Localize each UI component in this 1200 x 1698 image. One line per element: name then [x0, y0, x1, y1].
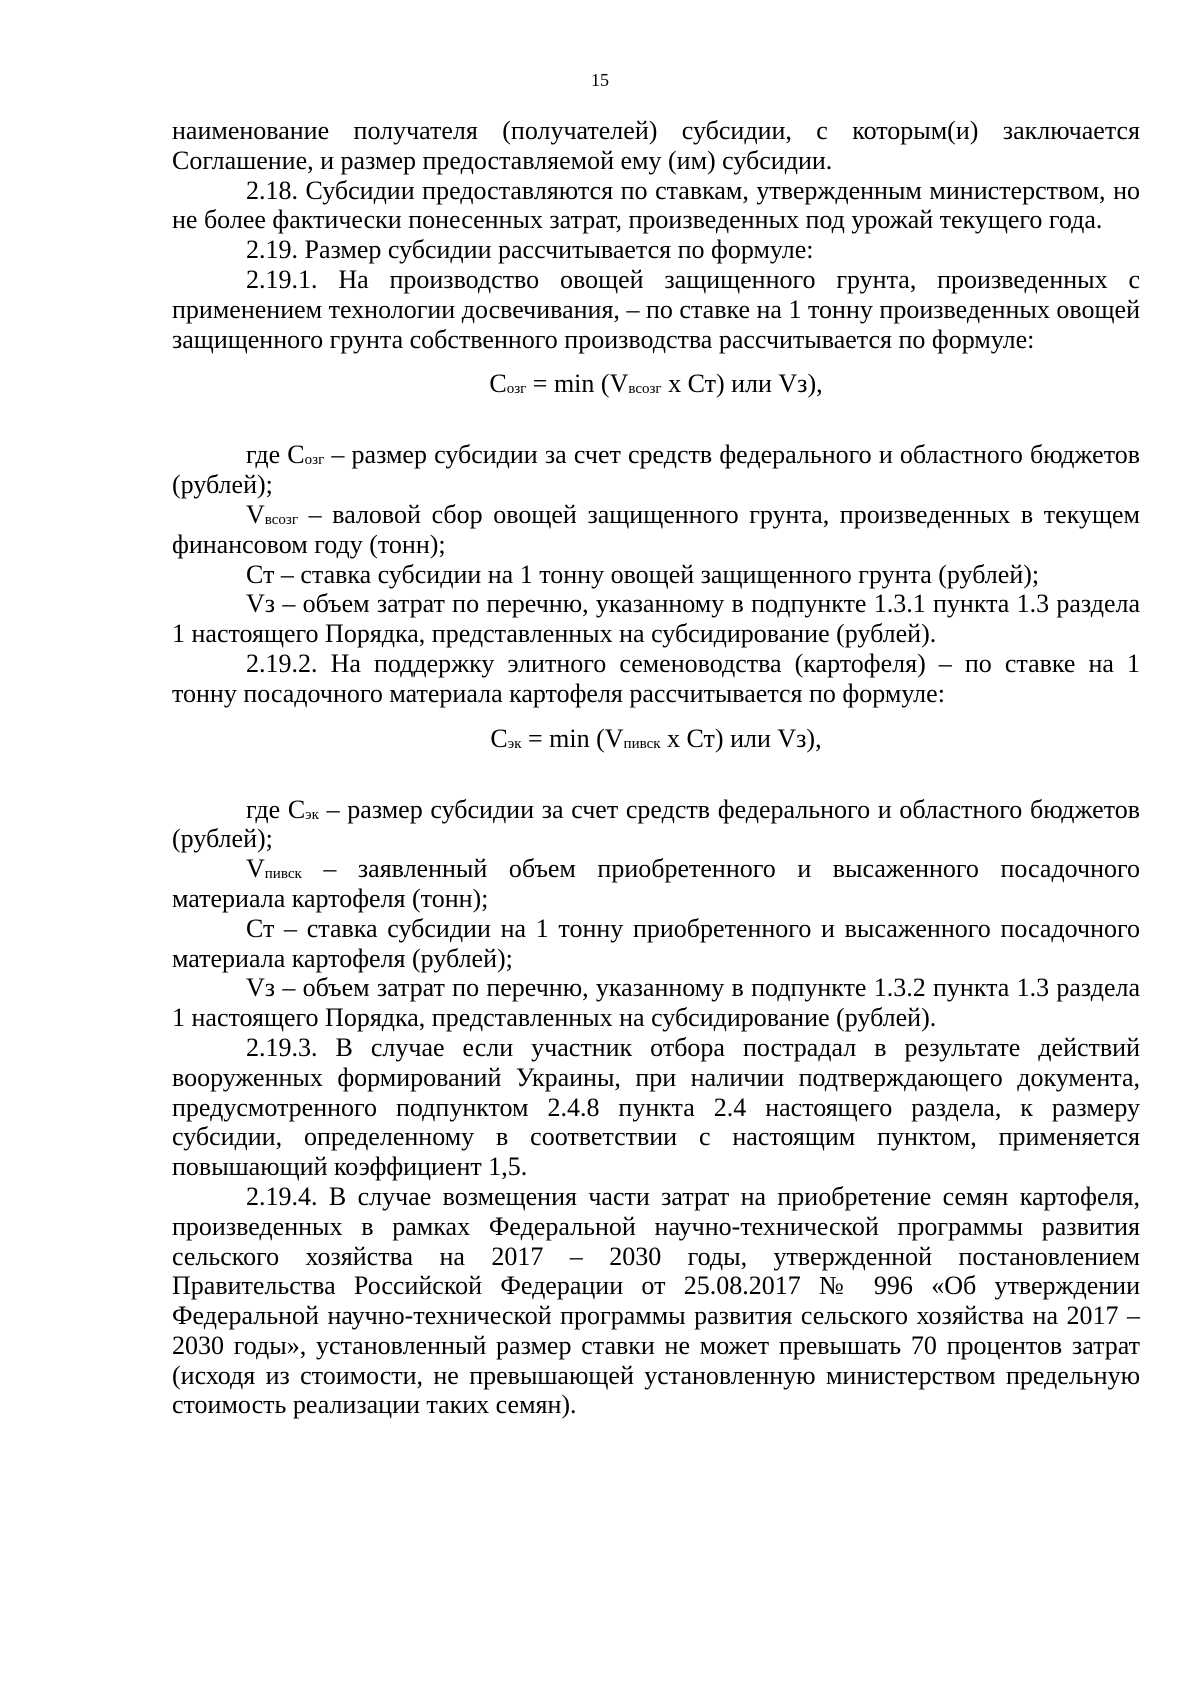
paragraph-2-19-4: 2.19.4. В случае возмещения части затрат на приобретение семян картофеля, произведенных в рамках Федеральной научно-технической программы развития сельского хозяйства на 2017 – 2030 годы, утвержденной постановлением Правительства Российской Федерации от 25.08.2017 № 996 «Об утверждении Федеральной научно-технической программы развития сельского хозяйства на 2017 – 2030 годы», установленный размер ставки не может превышать 70 процентов затрат (исходя из стоимости, не превышающей установленную министерством предельную стоимость реализации таких семян).	[172, 1181, 1140, 1420]
paragraph-2-19: 2.19. Размер субсидии рассчитывается по формуле:	[246, 235, 814, 265]
formula-potato-lhs-subscript: эк	[507, 735, 522, 752]
paragraph-2-19-2: 2.19.2. На поддержку элитного семеноводства (картофеля) – по ставке на 1 тонну посадочного материала картофеля рассчитывается по формуле:	[172, 648, 1140, 708]
definition-vz-vegetables: Vз – объем затрат по перечню, указанному в подпункте 1.3.1 пункта 1.3 раздела 1 настоящего Порядка, представленных на субсидирование (рублей).	[172, 589, 1140, 649]
definition-vsozg-pre: V	[246, 499, 265, 529]
paragraph-2-19-1: 2.19.1. На производство овощей защищенного грунта, произведенных с применением технологии досвечивания, – по ставке на 1 тонну произведенных овощей защищенного грунта собственного производства рассчитывается по формуле:	[172, 264, 1140, 354]
definition-vpivsk-text: – заявленный объем приобретенного и высаженного посадочного материала картофеля (тонн);	[172, 854, 1140, 913]
definition-vpivsk-pre: V	[246, 854, 265, 884]
spacer	[172, 412, 1140, 440]
paragraph-2-18: 2.18. Субсидии предоставляются по ставкам, утвержденным министерством, но не более фактически понесенных затрат, произведенных под урожай текущего года.	[172, 175, 1140, 235]
formula-potato	[172, 723, 1140, 767]
formula-potato-lhs: С	[490, 723, 508, 753]
definition-vpivsk-subscript: пивск	[264, 866, 302, 883]
definition-cek-pre: где С	[246, 794, 306, 824]
definition-cek-text: – размер субсидии за счет средств федерального и областного бюджетов (рублей);	[172, 794, 1140, 854]
definition-vsozg-text: – валовой сбор овощей защищенного грунта, произведенных в текущем финансовом году (тонн);	[172, 499, 1140, 559]
definition-cozg-subscript: озг	[304, 452, 325, 469]
definition-cek-subscript: эк	[305, 806, 319, 823]
definition-vz-potato: Vз – объем затрат по перечню, указанному в подпункте 1.3.2 пункта 1.3 раздела 1 настоящего Порядка, представленных на субсидирование (рублей).	[172, 973, 1140, 1033]
formula-vegetables-mid-subscript: всозг	[628, 381, 662, 398]
formula-vegetables-lhs-subscript: озг	[506, 381, 527, 398]
formula-potato-mid: = min (V	[521, 723, 624, 753]
definition-cozg-text: – размер субсидии за счет средств федерального и областного бюджетов (рублей);	[172, 440, 1140, 500]
formula-vegetables-lhs: С	[489, 369, 507, 399]
formula-vegetables-mid: = min (V	[526, 369, 629, 399]
formula-vegetables	[172, 368, 1140, 412]
definition-cozg-pre: где С	[246, 440, 305, 470]
definition-st-potato: Ст – ставка субсидии на 1 тонну приобретенного и высаженного посадочного материала картофеля (рублей);	[172, 913, 1140, 973]
page-number: 15	[591, 70, 609, 90]
paragraph-continuation: наименование получателя (получателей) субсидии, с которым(и) заключается Соглашение, и размер предоставляемой ему (им) субсидии.	[172, 116, 1140, 175]
definition-vsozg	[172, 500, 1140, 560]
definition-cek	[172, 795, 1140, 855]
paragraph-2-19-3: 2.19.3. В случае если участник отбора пострадал в результате действий вооруженных формирований Украины, при наличии подтверждающего документа, предусмотренного подпунктом 2.4.8 пункта 2.4 настоящего раздела, к размеру субсидии, определенному в соответствии с настоящим пунктом, применяется повышающий коэффициент 1,5.	[172, 1032, 1140, 1182]
spacer	[172, 767, 1140, 795]
document-body	[172, 116, 1140, 1420]
definition-st-vegetables: Ст – ставка субсидии на 1 тонну овощей защищенного грунта (рублей);	[246, 559, 1040, 589]
formula-vegetables-rhs: x Ст) или Vз),	[661, 369, 823, 399]
definition-vsozg-subscript: всозг	[264, 511, 299, 528]
definition-cozg	[172, 440, 1140, 500]
formula-potato-rhs: x Ст) или Vз),	[660, 723, 822, 753]
formula-potato-mid-subscript: пивск	[623, 735, 661, 752]
definition-vpivsk	[172, 854, 1140, 914]
